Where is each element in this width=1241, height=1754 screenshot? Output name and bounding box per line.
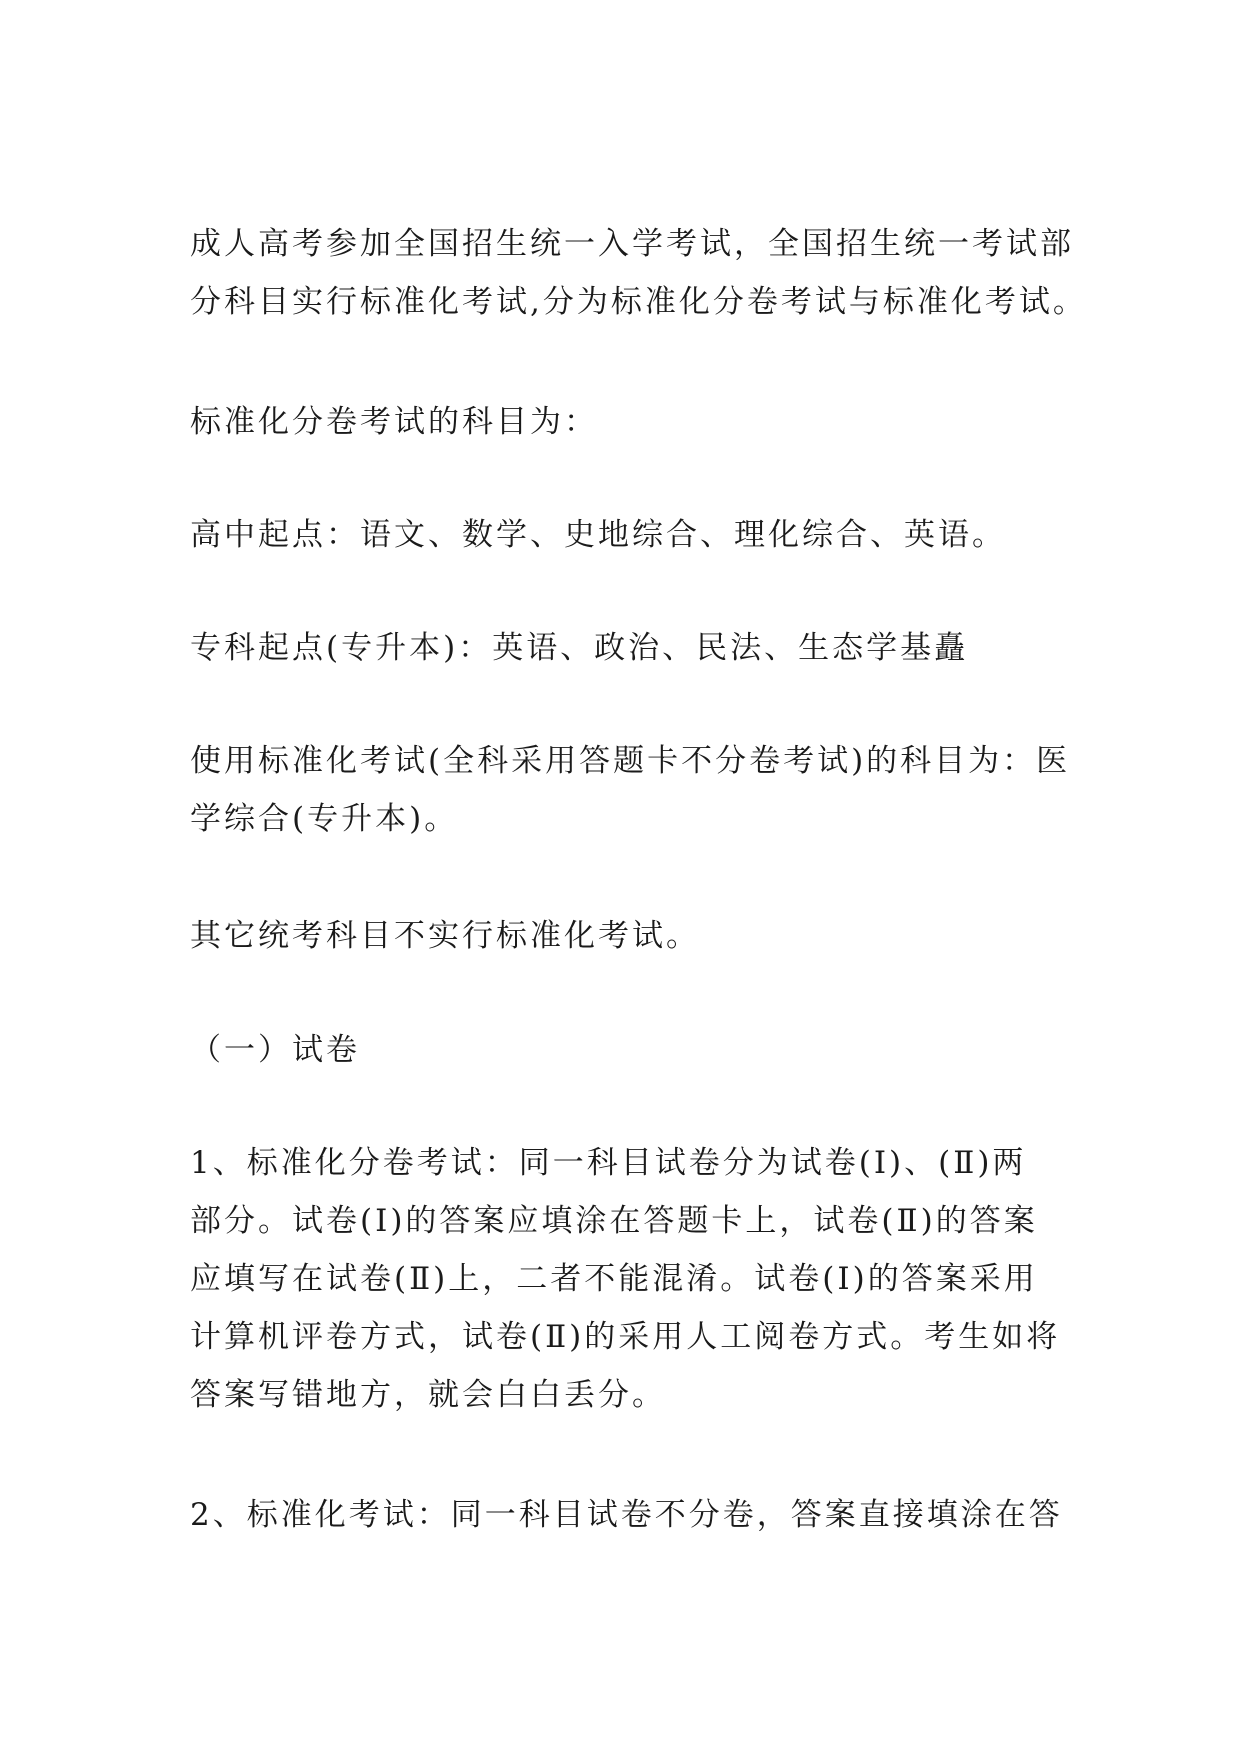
text-line: 计算机评卷方式，试卷(Ⅱ)的采用人工阅卷方式。考生如将 <box>190 1319 1061 1355</box>
text-line: 使用标准化考试(全科采用答题卡不分卷考试)的科目为：医 <box>190 743 1071 779</box>
text-line: （一）试卷 <box>190 1032 360 1068</box>
paragraph-intro <box>190 215 1090 331</box>
text-line: 学综合(专升本)。 <box>190 801 459 837</box>
text-line: 成人高考参加全国招生统一入学考试，全国招生统一考试部 <box>190 226 1074 262</box>
text-line: 高中起点：语文、数学、史地综合、理化综合、英语。 <box>190 517 1006 553</box>
text-line: 答案写错地方，就会白白丢分。 <box>190 1377 666 1413</box>
text-line: 应填写在试卷(Ⅱ)上，二者不能混淆。试卷(Ⅰ)的答案采用 <box>190 1261 1038 1297</box>
paragraph-item-2 <box>190 1486 1090 1544</box>
paragraph-high-school-start <box>190 506 1090 564</box>
paragraph-item-1 <box>190 1134 1090 1424</box>
text-line: 其它统考科目不实行标准化考试。 <box>190 918 700 954</box>
text-line: 分科目实行标准化考试,分为标准化分卷考试与标准化考试。 <box>190 284 1087 320</box>
text-line: 标准化分卷考试的科目为： <box>190 404 598 440</box>
section-heading-exam-paper <box>190 1021 1090 1079</box>
text-line: 2、标准化考试：同一科目试卷不分卷，答案直接填涂在答 <box>190 1497 1063 1533</box>
paragraph-other-subjects <box>190 907 1090 965</box>
text-line: 部分。试卷(Ⅰ)的答案应填涂在答题卡上，试卷(Ⅱ)的答案 <box>190 1203 1038 1239</box>
paragraph-college-start <box>190 619 1090 677</box>
paragraph-split-exam-subjects-heading <box>190 393 1090 451</box>
text-line: 专科起点(专升本)：英语、政治、民法、生态学基矗 <box>190 630 969 666</box>
paragraph-standard-exam-subjects <box>190 732 1090 848</box>
text-line: 1、标准化分卷考试：同一科目试卷分为试卷(Ⅰ)、(Ⅱ)两 <box>190 1145 1027 1181</box>
